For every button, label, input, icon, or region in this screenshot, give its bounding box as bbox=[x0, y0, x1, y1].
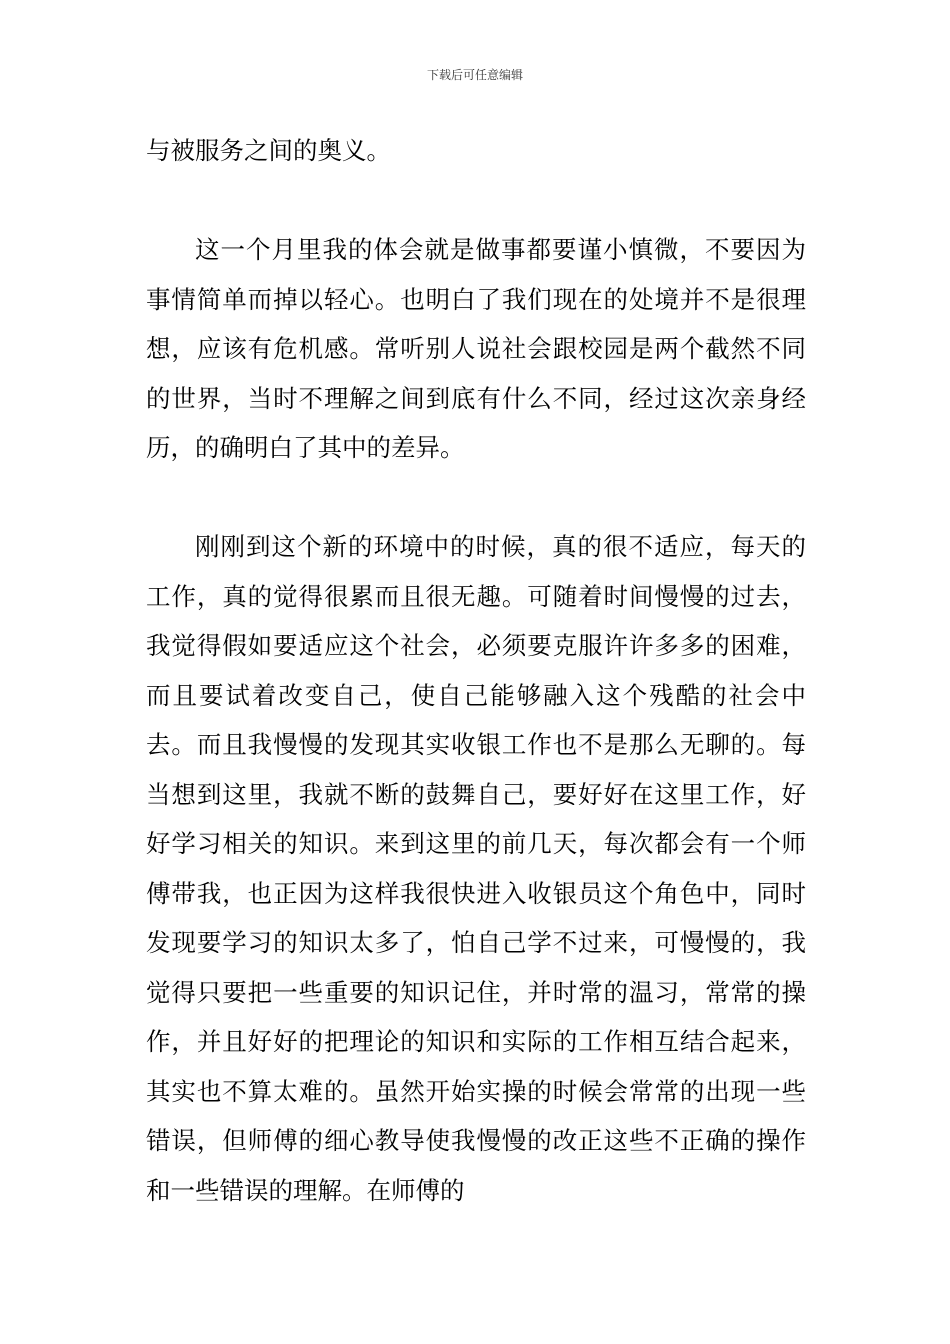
paragraph-continuation: 与被服务之间的奥义。 bbox=[146, 136, 391, 165]
paragraph-experience: 这一个月里我的体会就是做事都要谨小慎微，不要因为事情简单而掉以轻心。也明白了我们现在的处境并不是很理想，应该有危机感。常听别人说社会跟校园是两个截然不同的世界，当时不理解之间到底有什么不同，经过这次亲身经历，的确明白了其中的差异。 bbox=[146, 235, 806, 462]
paragraph-adaptation: 刚刚到这个新的环境中的时候，真的很不适应，每天的工作，真的觉得很累而且很无趣。可随着时间慢慢的过去，我觉得假如要适应这个社会，必须要克服许许多多的困难，而且要试着改变自己，使自己能够融入这个残酷的社会中去。而且我慢慢的发现其实收银工作也不是那么无聊的。每当想到这里，我就不断的鼓舞自己，要好好在这里工作，好好学习相关的知识。来到这里的前几天，每次都会有一个师傅带我，也正因为这样我很快进入收银员这个角色中，同时发现要学习的知识太多了，怕自己学不过来，可慢慢的，我觉得只要把一些重要的知识记住，并时常的温习，常常的操作，并且好好的把理论的知识和实际的工作相互结合起来，其实也不算太难的。虽然开始实操的时候会常常的出现一些错误，但师傅的细心教导使我慢慢的改正这些不正确的操作和一些错误的理解。在师傅的 bbox=[146, 532, 806, 1205]
page-header: 下载后可任意编辑 bbox=[426, 68, 523, 82]
